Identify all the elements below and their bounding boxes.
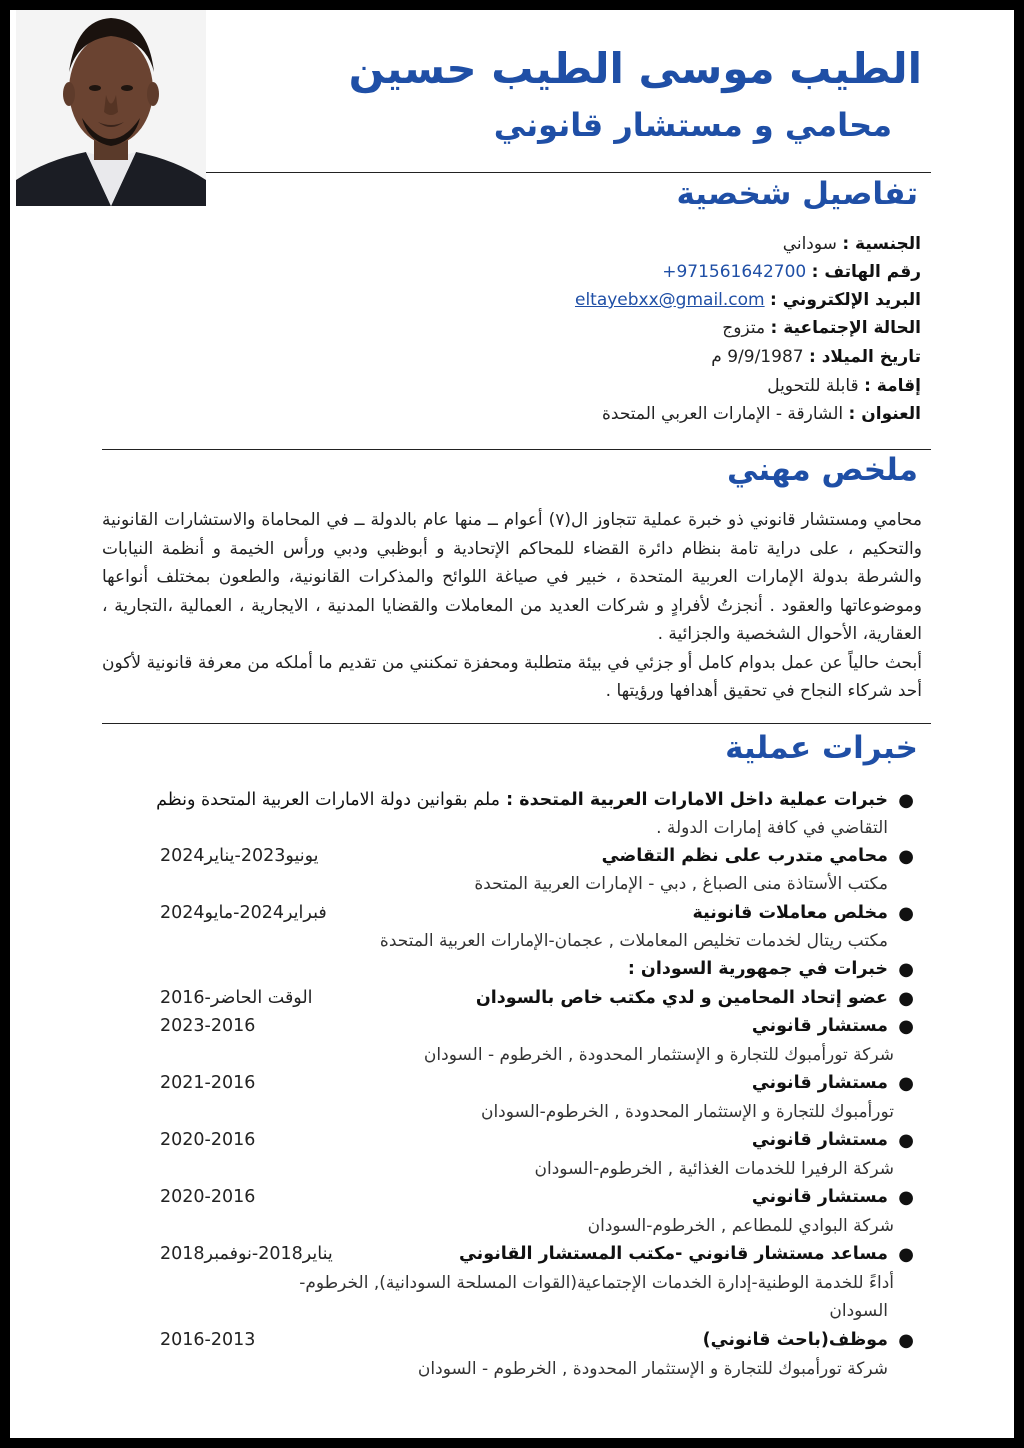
- candidate-name: الطيب موسى الطيب حسين: [348, 44, 922, 93]
- job-employer: مكتب الأستاذة منى الصباغ , دبي - الإمارات العربية المتحدة: [474, 874, 888, 894]
- phone-number[interactable]: +971561642700: [662, 262, 807, 282]
- personal-divider: [102, 449, 931, 450]
- job-date: 2020-2016: [160, 1130, 256, 1150]
- uae-heading-text-line2: التقاضي في كافة إمارات الدولة .: [656, 818, 888, 838]
- detail-address: [602, 404, 921, 424]
- list-item-sub: [10, 1359, 1014, 1387]
- job-employer: شركة تورأمبوك للتجارة و الإستثمار المحدودة , الخرطوم - السودان: [417, 1359, 888, 1379]
- list-item-continuation: [10, 818, 1014, 846]
- list-item: [10, 1330, 1014, 1358]
- job-title: مستشار قانوني: [751, 1130, 888, 1150]
- job-date: 2016-2013: [160, 1330, 256, 1350]
- job-date: فبراير2024-مايو2024: [160, 903, 327, 923]
- bullet: ●: [898, 846, 914, 867]
- bullet: ●: [898, 1244, 914, 1265]
- list-item-sub: [10, 1301, 1014, 1329]
- job-employer-line2: السودان: [829, 1301, 888, 1321]
- bullet: ●: [898, 790, 914, 811]
- job-date: 2021-2016: [160, 1073, 256, 1093]
- detail-value: قابلة للتحويل: [767, 376, 859, 396]
- job-date: 2016-الوقت الحاضر: [160, 988, 313, 1008]
- detail-label: الحالة الإجتماعية :: [770, 318, 921, 338]
- email-link[interactable]: eltayebxx@gmail.com: [574, 290, 765, 310]
- cv-page: [10, 10, 1014, 1438]
- bullet: ●: [898, 1073, 914, 1094]
- header-divider: [206, 172, 931, 173]
- detail-value: 9/9/1987 م: [711, 347, 804, 367]
- summary-paragraph: محامي ومستشار قانوني ذو خبرة عملية تتجاوز ال(٧) أعوام ــ منها عام بالدولة ــ في المحاماة والاستشارات القانونية والتحكيم ، على دراية تامة بنظام دائرة القضاء للمحاكم الإتحادية و أبوظبي ودبي ورأس الخيمة و أنظمة النيابات والشرطة بدولة الإمارات العربية المتحدة ، خبير في صياغة اللوائح والمذكرات القانونية، والطعون بمختلف أنواعها وموضوعاتها والعقود . أنجزتُ لأفرادٍ و شركات العديد من المعاملات والقضايا المدنية ، الايجارية ، العمالية ،التجارية ، العقارية، الأحوال الشخصية والجزائية .: [102, 510, 923, 644]
- job-date: 2020-2016: [160, 1187, 256, 1207]
- job-title: مستشار قانوني: [751, 1073, 888, 1093]
- list-item-sub: [10, 1159, 1014, 1187]
- detail-phone: [662, 262, 921, 282]
- list-item-sub: [10, 931, 1014, 959]
- job-date: 2023-2016: [160, 1016, 256, 1036]
- list-item: [10, 1073, 1014, 1101]
- detail-label: العنوان :: [848, 404, 921, 424]
- list-item-sub: [10, 1045, 1014, 1073]
- list-item: [10, 1187, 1014, 1215]
- bullet: ●: [898, 988, 914, 1009]
- job-title: مخلص معاملات قانونية: [692, 903, 888, 923]
- list-item: [10, 1130, 1014, 1158]
- job-employer: شركة الرفيرا للخدمات الغذائية , الخرطوم-السودان: [534, 1159, 894, 1179]
- detail-value: الشارقة - الإمارات العربي المتحدة: [601, 404, 844, 424]
- bullet: ●: [898, 1187, 914, 1208]
- bullet: ●: [898, 1330, 914, 1351]
- uae-heading-label: خبرات عملية داخل الامارات العربية المتحدة :: [506, 790, 888, 810]
- experience-title: خبرات عملية: [725, 730, 918, 766]
- detail-label: رقم الهاتف :: [811, 262, 921, 282]
- job-title: عضو إتحاد المحامين و لدي مكتب خاص بالسودان: [475, 988, 888, 1008]
- detail-value: متزوج: [722, 318, 766, 338]
- detail-residence: [767, 376, 921, 396]
- detail-label: البريد الإلكتروني :: [770, 290, 921, 310]
- detail-label: إقامة :: [864, 376, 921, 396]
- job-title: محامي متدرب على نظم التقاضي: [601, 846, 888, 866]
- summary-text: [102, 506, 922, 706]
- list-item: [10, 1244, 1014, 1272]
- job-date: يونيو2023-يناير2024: [160, 846, 319, 866]
- job-employer: أداءً للخدمة الوطنية-إدارة الخدمات الإجتماعية(القوات المسلحة السودانية), الخرطوم-: [299, 1273, 894, 1293]
- summary-paragraph: أبحث حالياً عن عمل بدوام كامل أو جزئي في بيئة متطلبة ومحفزة تمكنني من تقديم ما أملكه من معرفة قانونية لأكون أحد شركاء النجاح في تحقيق أهدافها ورؤيتها .: [102, 652, 922, 701]
- bullet: ●: [898, 903, 914, 924]
- bullet: ●: [898, 1130, 914, 1151]
- sudan-experience-heading: خبرات في جمهورية السودان :: [627, 959, 888, 979]
- job-employer: شركة البوادي للمطاعم , الخرطوم-السودان: [587, 1216, 894, 1236]
- list-item: [10, 1016, 1014, 1044]
- detail-birth-date: [711, 347, 921, 367]
- detail-nationality: [783, 234, 921, 254]
- list-item: [10, 846, 1014, 874]
- job-title: مساعد مستشار قانوني -مكتب المستشار القانوني: [458, 1244, 888, 1264]
- detail-email: [575, 290, 921, 310]
- detail-label: تاريخ الميلاد :: [808, 347, 921, 367]
- job-employer: شركة تورأمبوك للتجارة و الإستثمار المحدودة , الخرطوم - السودان: [423, 1045, 894, 1065]
- list-item: [10, 988, 1014, 1016]
- detail-label: الجنسية :: [842, 234, 921, 254]
- job-date: يناير2018-نوفمبر2018: [160, 1244, 333, 1264]
- list-item-sub: [10, 1216, 1014, 1244]
- job-employer: تورأمبوك للتجارة و الإستثمار المحدودة , الخرطوم-السودان: [480, 1102, 894, 1122]
- job-title: مستشار قانوني: [751, 1016, 888, 1036]
- personal-details-title: تفاصيل شخصية: [676, 176, 918, 212]
- bullet: ●: [898, 1016, 914, 1037]
- list-item-sub: [10, 1273, 1014, 1301]
- detail-marital-status: [722, 318, 921, 338]
- summary-divider: [102, 723, 931, 724]
- bullet: ●: [898, 959, 914, 980]
- summary-title: ملخص مهني: [727, 452, 918, 488]
- list-item-sub: [10, 874, 1014, 902]
- uae-experience-heading: [156, 790, 888, 810]
- list-item: [10, 790, 1014, 818]
- candidate-role: محامي و مستشار قانوني: [493, 106, 892, 144]
- job-employer: مكتب ريتال لخدمات تخليص المعاملات , عجمان-الإمارات العربية المتحدة: [379, 931, 888, 951]
- list-item-sub: [10, 1102, 1014, 1130]
- detail-value: سوداني: [782, 234, 837, 254]
- job-title: مستشار قانوني: [751, 1187, 888, 1207]
- list-item: [10, 903, 1014, 931]
- profile-photo: [16, 10, 206, 206]
- uae-heading-text: ملم بقوانين دولة الامارات العربية المتحدة ونظم: [156, 790, 501, 810]
- job-title: موظف(باحث قانوني): [702, 1330, 888, 1350]
- list-item: [10, 959, 1014, 987]
